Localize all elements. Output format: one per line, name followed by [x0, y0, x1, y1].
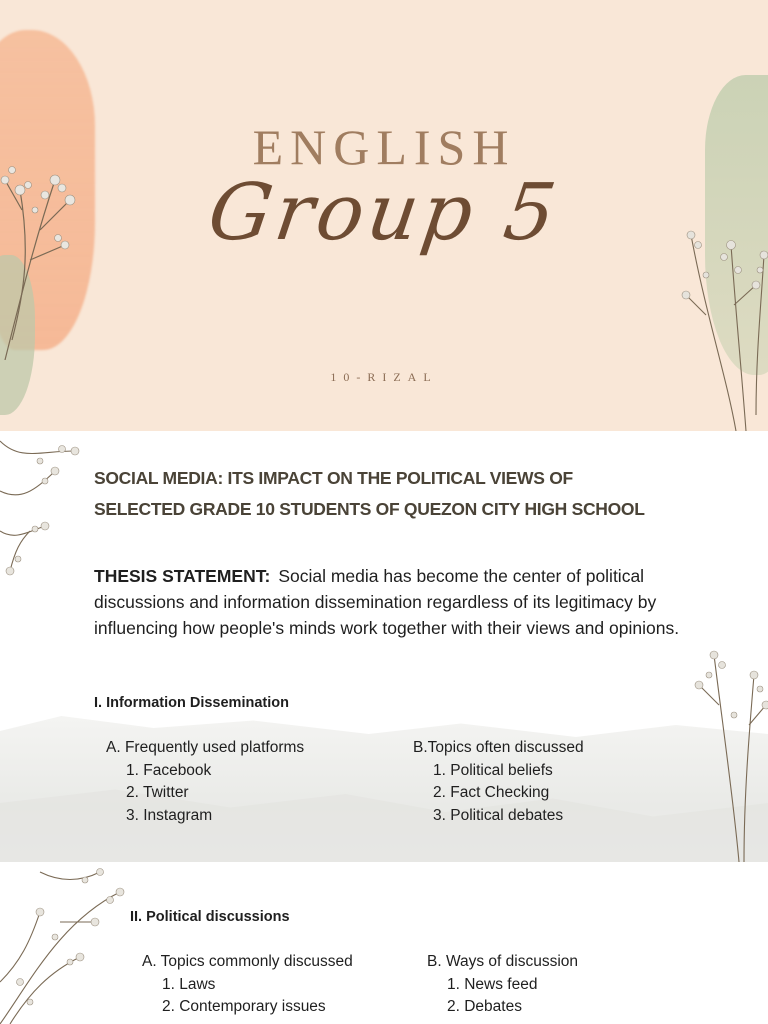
thesis-statement	[94, 563, 684, 641]
cover-group-script: Group 5	[203, 168, 565, 258]
research-title-line-1: SOCIAL MEDIA: ITS IMPACT ON THE POLITICAL VIEWS OF	[94, 468, 573, 488]
dried-flower-sprig-icon	[694, 645, 768, 862]
section-heading-political-discussions: II. Political discussions	[130, 909, 290, 925]
cover-slide	[0, 0, 768, 431]
information-dissemination-slide	[0, 431, 768, 862]
research-title-line-2: SELECTED GRADE 10 STUDENTS OF QUEZON CITY HIGH SCHOOL	[94, 499, 645, 519]
political-discussions-slide	[0, 862, 768, 1024]
list-item: 3. Instagram	[126, 806, 213, 824]
list-item: 3. Political debates	[433, 806, 564, 824]
platforms-heading: A. Frequently used platforms	[106, 739, 305, 756]
section-heading-information-dissemination: I. Information Dissemination	[94, 695, 289, 711]
list-item: 2. Debates	[447, 998, 522, 1015]
discussion-topics-heading: A. Topics commonly discussed	[142, 953, 353, 970]
platforms-column	[106, 737, 304, 827]
topics-column	[413, 737, 584, 827]
research-title	[94, 463, 694, 525]
dried-flower-sprig-icon	[0, 431, 82, 576]
thesis-label: THESIS STATEMENT:	[94, 566, 271, 586]
list-item: 1. Facebook	[126, 761, 212, 779]
discussion-ways-heading: B. Ways of discussion	[427, 953, 579, 970]
cover-title: ENGLISH	[252, 119, 516, 175]
thesis-text: Social media has become the center of political discussions and information dissemination regardless of its legitimacy by influencing how people's minds work together with their views and opinions.	[94, 566, 680, 638]
dried-flower-sprig-icon	[0, 862, 125, 1024]
list-item: 1. News feed	[447, 975, 538, 993]
topics-heading: B.Topics often discussed	[413, 739, 584, 756]
list-item: 1. Political beliefs	[433, 761, 553, 779]
list-item: 2. Contemporary issues	[162, 998, 326, 1015]
discussion-topics-column	[142, 951, 353, 1019]
discussion-ways-column	[427, 951, 578, 1019]
cover-section-label: 10-RIZAL	[330, 370, 438, 384]
list-item: 1. Laws	[162, 975, 216, 993]
list-item: 2. Twitter	[126, 784, 189, 801]
list-item: 2. Fact Checking	[433, 784, 550, 801]
